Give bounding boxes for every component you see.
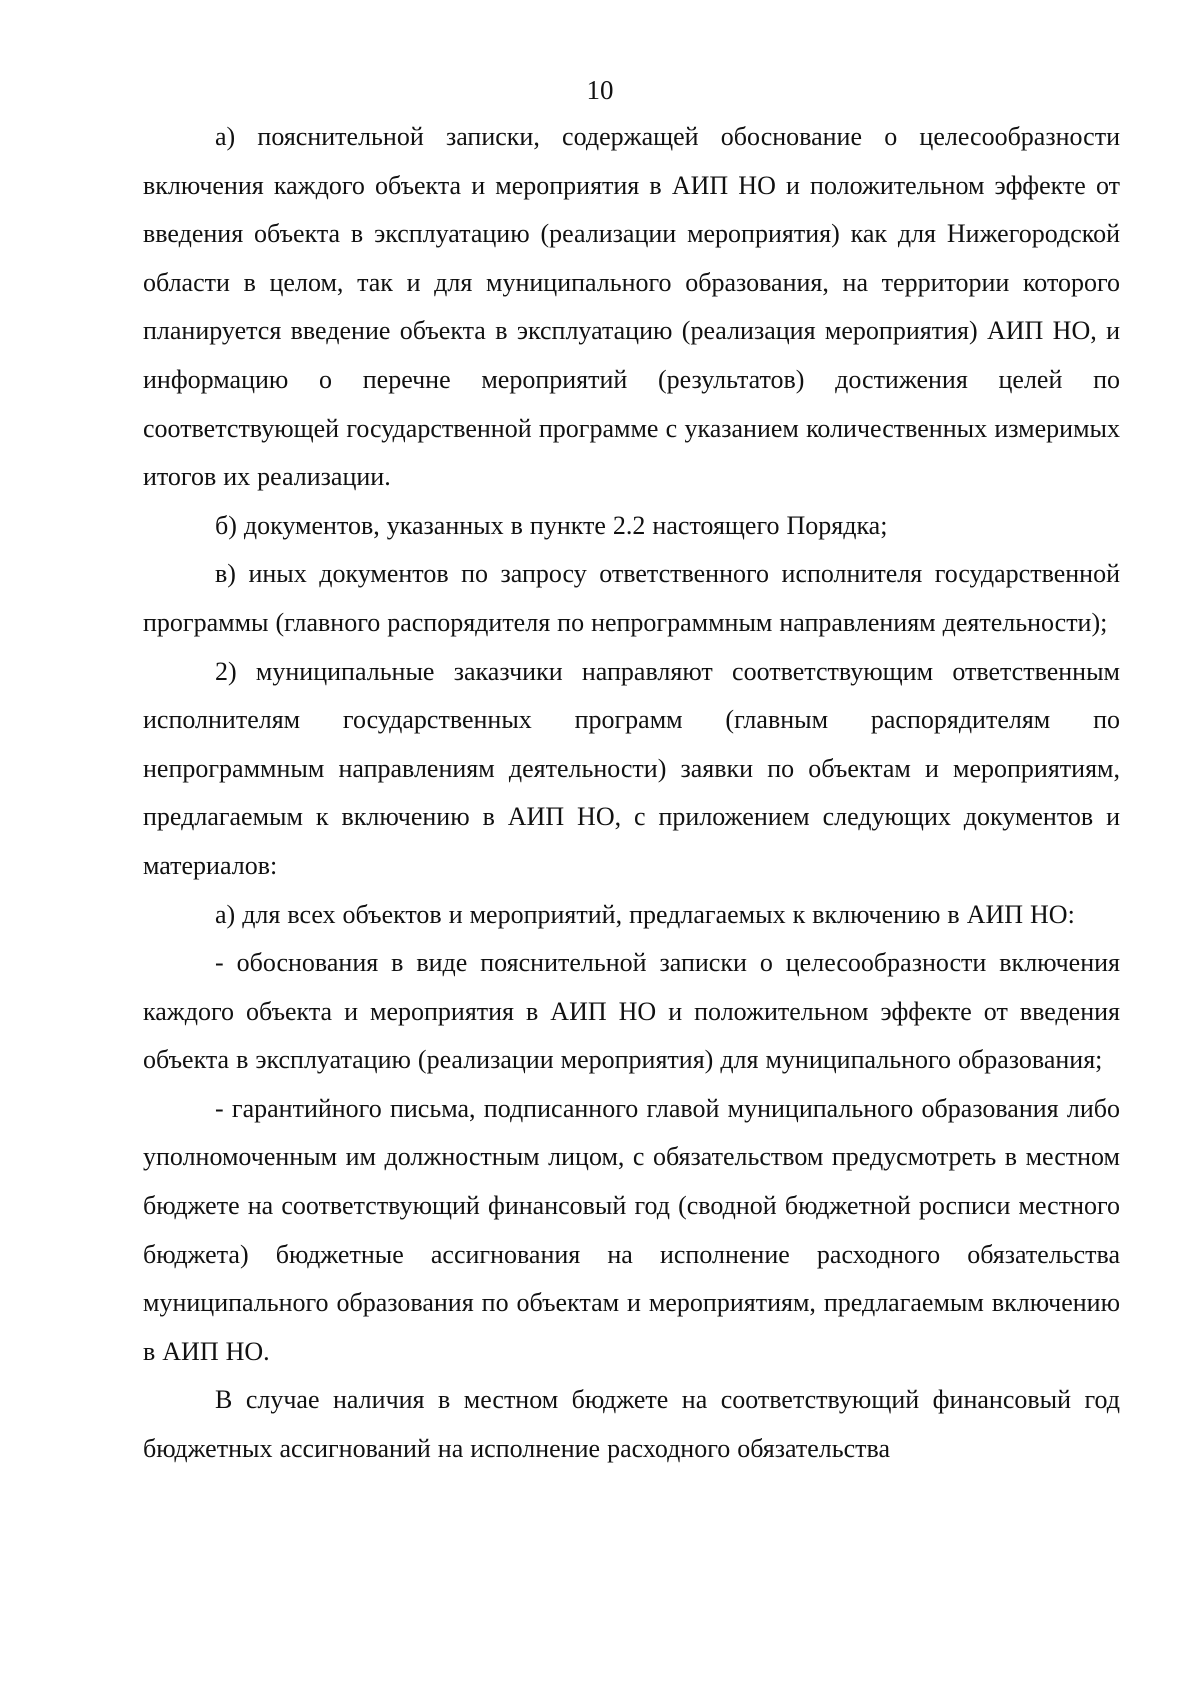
document-body bbox=[143, 113, 1120, 1474]
page-number: 10 bbox=[586, 75, 614, 105]
paragraph-other-documents: в) иных документов по запросу ответственного исполнителя государственной программы (главного распорядителя по непрограммным направлениям деятельности); bbox=[143, 559, 1120, 637]
paragraph-explanatory-note: а) пояснительной записки, содержащей обоснование о целесообразности включения каждого объекта и мероприятия в АИП НО и положительном эффекте от введения объекта в эксплуатацию (реализации мероприятия) как для Нижегородской области в целом, так и для муниципального образования, на территории которого планируется введение объекта в эксплуатацию (реализация мероприятия) АИП НО, и информацию о перечне мероприятий (результатов) достижения целей по соответствующей государственной программе с указанием количественных измеримых итогов их реализации. bbox=[143, 122, 1120, 492]
paragraph-guarantee-letter-bullet: - гарантийного письма, подписанного главой муниципального образования либо уполномоченным им должностным лицом, с обязательством предусмотреть в местном бюджете на соответствующий финансовый год (сводной бюджетной росписи местного бюджета) бюджетные ассигнования на исполнение расходного обязательства муниципального образования по объектам и мероприятиям, предлагаемым включению в АИП НО. bbox=[143, 1093, 1120, 1366]
paragraph-all-objects: а) для всех объектов и мероприятий, предлагаемых к включению в АИП НО: bbox=[215, 899, 1075, 929]
paragraph-municipal-customers: 2) муниципальные заказчики направляют соответствующим ответственным исполнителям государственных программ (главным распорядителям по непрограммным направлениям деятельности) заявки по объектам и мероприятиям, предлагаемым к включению в АИП НО, с приложением следующих документов и материалов: bbox=[143, 656, 1120, 880]
paragraph-local-budget-case: В случае наличия в местном бюджете на соответствующий финансовый год бюджетных ассигнований на исполнение расходного обязательства bbox=[143, 1385, 1120, 1464]
paragraph-justification-bullet: - обоснования в виде пояснительной записки о целесообразности включения каждого объекта и мероприятия в АИП НО и положительном эффекте от введения объекта в эксплуатацию (реализации мероприятия) для муниципального образования; bbox=[143, 948, 1120, 1075]
paragraph-documents-item-2-2: б) документов, указанных в пункте 2.2 настоящего Порядка; bbox=[215, 510, 888, 540]
